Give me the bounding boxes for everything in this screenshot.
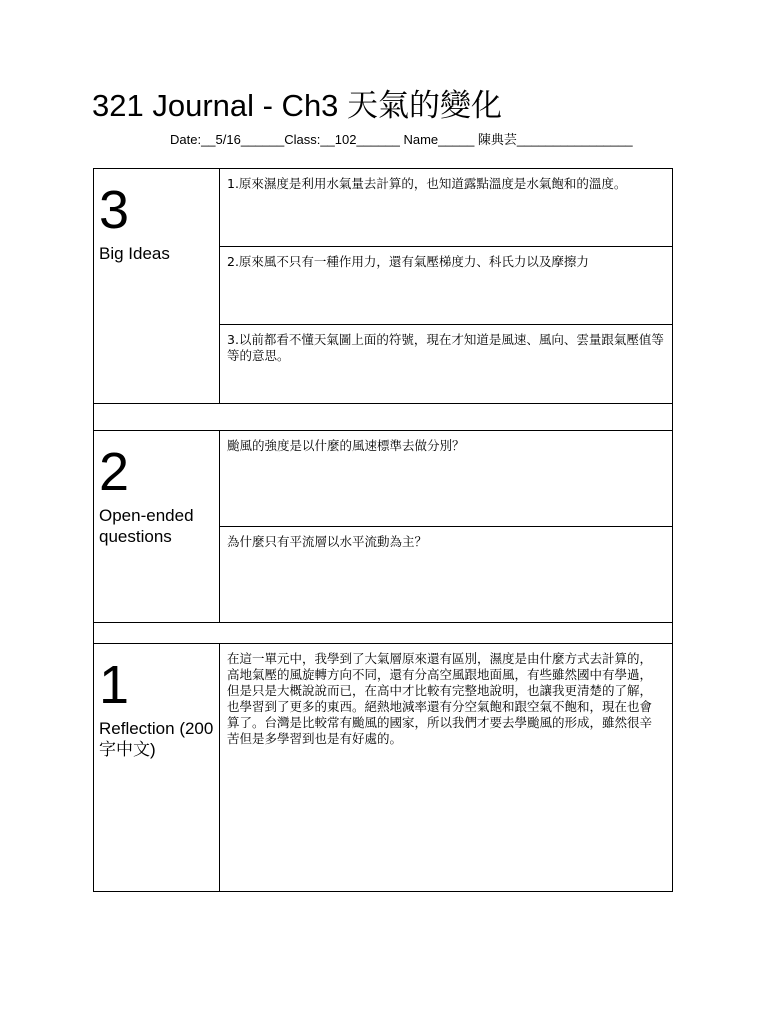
question-2: 為什麼只有平流層以水平流動為主？ <box>227 534 428 549</box>
page-title: 321 Journal - Ch3 天氣的變化 <box>92 88 503 123</box>
big-idea-3: 3.以前都看不懂天氣圖上面的符號，現在才知道是風速、風向、雲量跟氣壓值等等的意思。 <box>227 332 664 363</box>
reflection-label-cell <box>94 644 220 891</box>
section-number: 1 <box>99 655 130 715</box>
questions-section <box>94 431 672 622</box>
big-idea-1: 1.原來濕度是利用水氣量去計算的，也知道露點溫度是水氣飽和的溫度。 <box>220 169 672 247</box>
big-ideas-label-cell <box>94 169 220 403</box>
section-number: 2 <box>99 442 130 502</box>
journal-table <box>93 168 673 892</box>
info-line: Date:__5/16______Class:__102______ Name_____ 陳典芸________________ <box>170 132 633 147</box>
questions-items <box>220 431 672 622</box>
reflection-text: 在這一單元中，我學到了大氣層原來還有區別，濕度是由什麼方式去計算的，高地氣壓的風旋轉方向不同，還有分高空風跟地面風，有些雖然國中有學過，但是只是大概說說而已，在高中才比較有完整地說明，也讓我更清楚的了解，也學習到了更多的東西。絕熱地減率還有分空氣飽和跟空氣不飽和，現在也會算了。台灣是比較常有颱風的國家，所以我們才要去學颱風的形成，雖然很辛苦但是多學習到也是有好處的。 <box>227 651 653 746</box>
section-label: Reflection (200字中文) <box>99 719 214 759</box>
questions-label-cell <box>94 431 220 622</box>
section-label: Big Ideas <box>99 244 170 263</box>
question-1: 颱風的強度是以什麼的風速標準去做分別？ <box>220 431 672 527</box>
section-divider <box>94 403 672 431</box>
section-label: Open-ended questions <box>99 506 194 546</box>
reflection-body <box>220 644 672 891</box>
big-ideas-items <box>220 169 672 403</box>
section-divider <box>94 622 672 644</box>
big-ideas-section <box>94 169 672 403</box>
section-number: 3 <box>99 180 130 240</box>
reflection-section <box>94 644 672 891</box>
big-idea-2: 2.原來風不只有一種作用力，還有氣壓梯度力、科氏力以及摩擦力 <box>220 247 672 325</box>
